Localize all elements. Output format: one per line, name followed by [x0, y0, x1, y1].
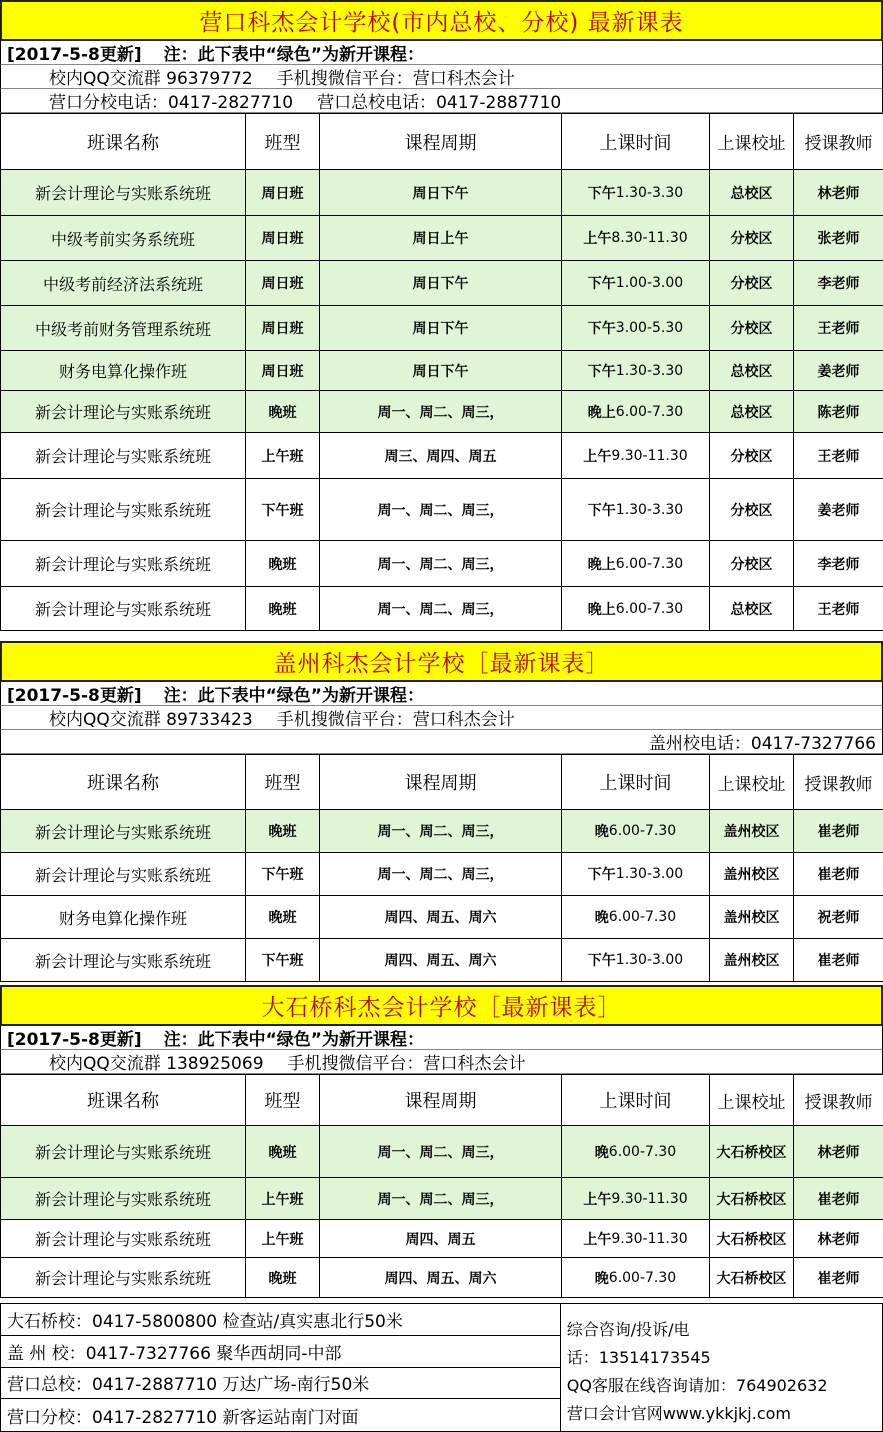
note-text: 注：此下表中“绿色”为新开课程：	[163, 686, 424, 706]
cell-campus: 大石桥校区	[710, 1220, 794, 1258]
header-time: 上课时间	[562, 1074, 710, 1126]
cell-campus: 大石桥校区	[710, 1258, 794, 1298]
cell-course-name: 新会计理论与实账系统班	[1, 433, 246, 479]
cell-period: 周四、周五	[320, 1220, 562, 1258]
time-label: 下午	[587, 953, 616, 969]
cell-course-name: 新会计理论与实账系统班	[1, 1126, 246, 1178]
cell-period: 周一、周二、周三，	[320, 541, 562, 587]
info-line	[0, 89, 883, 113]
cell-time	[562, 587, 710, 631]
cell-course-name: 财务电算化操作班	[1, 896, 246, 939]
info-text-a: 校内QQ交流群 138925069	[49, 1054, 264, 1074]
cell-campus: 总校区	[710, 170, 794, 216]
cell-campus: 总校区	[710, 351, 794, 391]
cell-teacher: 崔老师	[794, 939, 883, 982]
table-row	[0, 306, 883, 351]
update-note	[0, 1026, 883, 1050]
cell-period: 周四、周五、周六	[320, 1258, 562, 1298]
cell-course-name: 新会计理论与实账系统班	[1, 810, 246, 853]
update-date: [2017-5-8更新]	[7, 1030, 142, 1050]
cell-period: 周日下午	[320, 261, 562, 306]
cell-period: 周日下午	[320, 351, 562, 391]
header-time: 上课时间	[562, 113, 710, 170]
cell-teacher: 林老师	[794, 1126, 883, 1178]
cell-class-type: 下午班	[246, 939, 320, 982]
cell-campus: 分校区	[710, 433, 794, 479]
cell-course-name: 中级考前财务管理系统班	[1, 306, 246, 351]
cell-period: 周日上午	[320, 216, 562, 261]
cell-campus: 总校区	[710, 587, 794, 631]
time-value: 1.30-3.30	[615, 362, 684, 379]
cell-class-type: 上午班	[246, 1220, 320, 1258]
contact-qq: QQ客服在线咨询请加：764902632	[566, 1376, 828, 1395]
time-value: 6.00-7.30	[615, 403, 684, 420]
cell-teacher: 姜老师	[794, 479, 883, 541]
cell-class-type: 下午班	[246, 479, 320, 541]
cell-course-name: 财务电算化操作班	[1, 351, 246, 391]
note-text: 注：此下表中“绿色”为新开课程：	[163, 1030, 424, 1050]
cell-teacher: 林老师	[794, 1220, 883, 1258]
cell-time	[562, 853, 710, 896]
info-text-a: 校内QQ交流群 96379772	[49, 69, 253, 89]
cell-campus: 大石桥校区	[710, 1178, 794, 1220]
info-text-b: 手机搜微信平台：营口科杰会计	[276, 710, 515, 730]
cell-time	[562, 810, 710, 853]
table-row	[0, 170, 883, 216]
time-value: 1.30-3.00	[615, 866, 684, 882]
cell-teacher: 王老师	[794, 587, 883, 631]
header-teacher: 授课教师	[794, 754, 883, 810]
contact-phone: 话：13514173545	[566, 1348, 711, 1367]
table-row	[0, 1220, 883, 1258]
cell-class-type: 上午班	[246, 1178, 320, 1220]
cell-campus: 分校区	[710, 216, 794, 261]
cell-class-type: 周日班	[246, 216, 320, 261]
time-label: 下午	[587, 321, 616, 337]
cell-teacher: 崔老师	[794, 1258, 883, 1298]
cell-campus: 分校区	[710, 261, 794, 306]
header-period: 课程周期	[320, 1074, 562, 1126]
cell-class-type: 周日班	[246, 306, 320, 351]
header-course-name: 班课名称	[1, 754, 246, 810]
cell-course-name: 新会计理论与实账系统班	[1, 391, 246, 433]
time-value: 9.30-11.30	[611, 1230, 688, 1247]
cell-teacher: 王老师	[794, 433, 883, 479]
cell-course-name: 新会计理论与实账系统班	[1, 170, 246, 216]
cell-teacher: 张老师	[794, 216, 883, 261]
cell-period: 周一、周二、周三，	[320, 587, 562, 631]
time-label: 下午	[587, 276, 616, 292]
time-value: 6.00-7.30	[608, 1269, 677, 1286]
cell-period: 周日下午	[320, 306, 562, 351]
section-title: 大石桥科杰会计学校［最新课表］	[0, 985, 883, 1026]
cell-period: 周四、周五、周六	[320, 939, 562, 982]
update-date: [2017-5-8更新]	[7, 45, 142, 65]
cell-teacher: 姜老师	[794, 351, 883, 391]
cell-time	[562, 1258, 710, 1298]
update-note	[0, 41, 883, 65]
cell-campus: 分校区	[710, 479, 794, 541]
cell-campus: 分校区	[710, 541, 794, 587]
table-row	[0, 939, 883, 982]
info-text-a: 校内QQ交流群 89733423	[49, 710, 253, 730]
header-course-name: 班课名称	[1, 1074, 246, 1126]
cell-class-type: 晚班	[246, 391, 320, 433]
cell-course-name: 新会计理论与实账系统班	[1, 1178, 246, 1220]
cell-course-name: 中级考前实务系统班	[1, 216, 246, 261]
table-row	[0, 1126, 883, 1178]
table-header	[0, 1074, 883, 1126]
time-label: 晚上	[587, 404, 616, 421]
header-campus: 上课校址	[710, 1074, 794, 1126]
header-class-type: 班型	[246, 113, 320, 170]
address-list	[1, 1304, 561, 1431]
header-course-name: 班课名称	[1, 113, 246, 170]
update-note	[0, 682, 883, 706]
cell-class-type: 晚班	[246, 587, 320, 631]
time-value: 9.30-11.30	[611, 1190, 688, 1207]
table-header	[0, 754, 883, 810]
section-title: 营口科杰会计学校(市内总校、分校) 最新课表	[0, 0, 883, 41]
header-teacher: 授课教师	[794, 1074, 883, 1126]
time-label: 晚	[594, 1270, 609, 1287]
cell-class-type: 晚班	[246, 896, 320, 939]
cell-class-type: 周日班	[246, 261, 320, 306]
header-class-type: 班型	[246, 754, 320, 810]
time-value: 1.30-3.30	[615, 184, 684, 201]
address-gaizhou: 盖 州 校：0417-7327766 聚华西胡同-中部	[1, 1336, 560, 1368]
cell-class-type: 下午班	[246, 853, 320, 896]
cell-period: 周日下午	[320, 170, 562, 216]
cell-time	[562, 479, 710, 541]
header-period: 课程周期	[320, 113, 562, 170]
cell-teacher: 祝老师	[794, 896, 883, 939]
cell-course-name: 新会计理论与实账系统班	[1, 939, 246, 982]
cell-period: 周一、周二、周三，	[320, 391, 562, 433]
cell-campus: 总校区	[710, 391, 794, 433]
cell-campus: 盖州校区	[710, 853, 794, 896]
time-value: 6.00-7.30	[608, 1143, 677, 1160]
table-row	[0, 1258, 883, 1298]
contact-line: 综合咨询/投诉/电	[566, 1320, 690, 1339]
info-text-b: 手机搜微信平台：营口科杰会计	[276, 69, 515, 89]
cell-time	[562, 1220, 710, 1258]
cell-class-type: 晚班	[246, 810, 320, 853]
time-value: 6.00-7.30	[608, 909, 677, 925]
table-row	[0, 810, 883, 853]
time-value: 1.30-3.30	[615, 501, 684, 518]
cell-period: 周一、周二、周三，	[320, 853, 562, 896]
cell-teacher: 王老师	[794, 306, 883, 351]
time-label: 下午	[587, 363, 616, 380]
header-teacher: 授课教师	[794, 113, 883, 170]
cell-time	[562, 306, 710, 351]
cell-period: 周一、周二、周三，	[320, 1178, 562, 1220]
cell-campus: 盖州校区	[710, 939, 794, 982]
cell-course-name: 新会计理论与实账系统班	[1, 587, 246, 631]
time-value: 1.30-3.00	[615, 952, 684, 968]
time-label: 上午	[583, 448, 612, 465]
cell-time	[562, 896, 710, 939]
cell-teacher: 林老师	[794, 170, 883, 216]
cell-teacher: 崔老师	[794, 810, 883, 853]
cell-teacher: 陈老师	[794, 391, 883, 433]
time-label: 晚上	[587, 601, 616, 618]
cell-campus: 大石桥校区	[710, 1126, 794, 1178]
header-period: 课程周期	[320, 754, 562, 810]
cell-time	[562, 261, 710, 306]
time-value: 9.30-11.30	[611, 447, 688, 464]
info-line	[0, 730, 883, 754]
cell-class-type: 晚班	[246, 1126, 320, 1178]
footer	[0, 1303, 883, 1432]
time-label: 下午	[587, 502, 616, 519]
time-label: 上午	[583, 231, 612, 247]
header-campus: 上课校址	[710, 754, 794, 810]
cell-course-name: 新会计理论与实账系统班	[1, 1258, 246, 1298]
note-text: 注：此下表中“绿色”为新开课程：	[163, 45, 424, 65]
info-line	[0, 1050, 883, 1074]
cell-class-type: 周日班	[246, 351, 320, 391]
cell-time	[562, 1126, 710, 1178]
cell-time	[562, 170, 710, 216]
info-text-a: 营口分校电话：0417-2827710	[49, 93, 294, 113]
cell-period: 周三、周四、周五	[320, 433, 562, 479]
table-row	[0, 351, 883, 391]
time-label: 上午	[583, 1231, 612, 1248]
info-line	[0, 706, 883, 730]
cell-time	[562, 1178, 710, 1220]
info-text-a: 盖州校电话：0417-7327766	[648, 734, 876, 754]
time-label: 晚	[594, 1144, 609, 1161]
address-dashiqiao: 大石桥校：0417-5800800 检查站/真实惠北行50米	[1, 1304, 560, 1336]
table-row	[0, 261, 883, 306]
cell-time	[562, 939, 710, 982]
header-class-type: 班型	[246, 1074, 320, 1126]
time-label: 上午	[583, 1191, 612, 1208]
contact-website: 营口会计官网www.ykkjkj.com	[566, 1404, 792, 1423]
table-row	[0, 479, 883, 541]
cell-campus: 盖州校区	[710, 810, 794, 853]
table-row	[0, 216, 883, 261]
cell-course-name: 新会计理论与实账系统班	[1, 1220, 246, 1258]
time-value: 1.00-3.00	[615, 275, 684, 291]
table-row	[0, 1178, 883, 1220]
cell-class-type: 晚班	[246, 1258, 320, 1298]
table-row	[0, 587, 883, 631]
header-time: 上课时间	[562, 754, 710, 810]
time-label: 下午	[587, 185, 616, 202]
info-text-b: 营口总校电话：0417-2887710	[317, 93, 562, 113]
cell-time	[562, 391, 710, 433]
cell-teacher: 李老师	[794, 261, 883, 306]
time-value: 6.00-7.30	[615, 600, 684, 617]
cell-course-name: 中级考前经济法系统班	[1, 261, 246, 306]
cell-teacher: 崔老师	[794, 1178, 883, 1220]
table-row	[0, 541, 883, 587]
cell-class-type: 晚班	[246, 541, 320, 587]
cell-campus: 盖州校区	[710, 896, 794, 939]
time-value: 6.00-7.30	[608, 823, 677, 839]
cell-time	[562, 216, 710, 261]
table-row	[0, 433, 883, 479]
table-header	[0, 113, 883, 170]
cell-course-name: 新会计理论与实账系统班	[1, 541, 246, 587]
time-value: 6.00-7.30	[615, 555, 684, 572]
update-date: [2017-5-8更新]	[7, 686, 142, 706]
section-title: 盖州科杰会计学校［最新课表］	[0, 641, 883, 682]
info-line	[0, 65, 883, 89]
cell-class-type: 周日班	[246, 170, 320, 216]
cell-period: 周一、周二、周三，	[320, 1126, 562, 1178]
address-yingkou-branch: 营口分校：0417-2827710 新客运站南门对面	[7, 1407, 359, 1428]
cell-period: 周四、周五、周六	[320, 896, 562, 939]
time-value: 8.30-11.30	[611, 230, 688, 246]
cell-period: 周一、周二、周三，	[320, 479, 562, 541]
cell-course-name: 新会计理论与实账系统班	[1, 853, 246, 896]
info-text-b: 手机搜微信平台：营口科杰会计	[287, 1054, 526, 1074]
cell-time	[562, 433, 710, 479]
time-value: 3.00-5.30	[615, 320, 684, 336]
cell-time	[562, 541, 710, 587]
time-label: 晚	[594, 910, 609, 926]
contact-info	[561, 1304, 882, 1431]
cell-class-type: 上午班	[246, 433, 320, 479]
cell-period: 周一、周二、周三，	[320, 810, 562, 853]
time-label: 晚上	[587, 556, 616, 573]
table-row	[0, 853, 883, 896]
cell-campus: 分校区	[710, 306, 794, 351]
time-label: 下午	[587, 867, 616, 883]
cell-time	[562, 351, 710, 391]
table-row	[0, 391, 883, 433]
time-label: 晚	[594, 824, 609, 840]
address-yingkou-main: 营口总校：0417-2887710 万达广场-南行50米	[1, 1368, 560, 1400]
table-row	[0, 896, 883, 939]
header-campus: 上课校址	[710, 113, 794, 170]
cell-teacher: 李老师	[794, 541, 883, 587]
cell-course-name: 新会计理论与实账系统班	[1, 479, 246, 541]
cell-teacher: 崔老师	[794, 853, 883, 896]
